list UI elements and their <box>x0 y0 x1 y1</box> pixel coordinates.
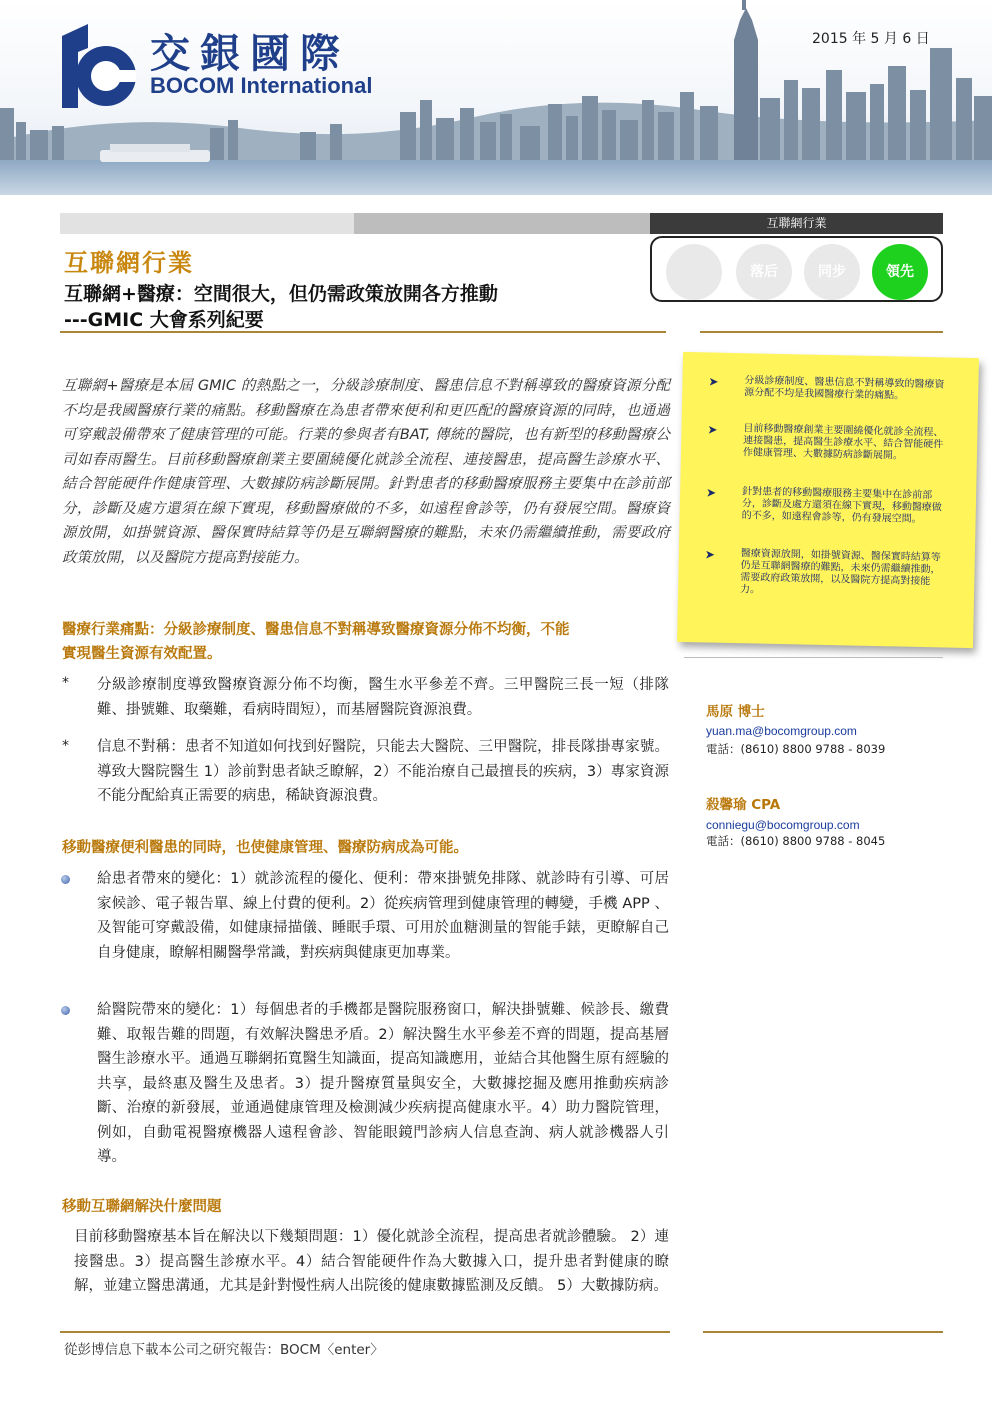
key-points-note <box>677 352 979 648</box>
list-item: 信息不對稱：患者不知道如何找到好醫院，只能去大醫院、三甲醫院，排長隊掛專家號。導致大醫院醫生 1）診前對患者缺乏瞭解，2）不能治療自己最擅長的疾病，3）專家資源不能分配給真正需要的病患，稀缺資源浪費。 <box>97 739 669 804</box>
bullet-dot-icon <box>61 1006 70 1015</box>
bullet-asterisk: * <box>62 675 69 691</box>
report-subheadline: ---GMIC 大會系列紀要 <box>64 309 264 331</box>
logo-english-name: BOCOM International <box>150 73 373 98</box>
rating-light-neutral: 同步 <box>804 244 860 300</box>
arrow-bullet-icon: ➤ <box>708 374 719 389</box>
list-item: 給醫院帶來的變化：1）每個患者的手機都是醫院服務窗口，解決掛號難、候診長、繳費難、取報告難的問題，有效解決醫患矛盾。2）解決醫生水平參差不齊的問題，提高基層醫生診療水平。通過互聯網拓寬醫生知識面，提高知識應用，並結合其他醫生原有經驗的共享，最終惠及醫生及患者。3）提升醫療質量與安全，大數據挖掘及應用推動疾病診斷、治療的新發展，並通過健康管理及檢測減少疾病提高健康水平。4）助力醫院管理，例如，自動電視醫療機器人遠程會診、智能眼鏡門診病人信息查詢、病人就診機器人引導。 <box>97 1002 669 1165</box>
key-point: 醫療資源放開，如掛號資源、醫保實時結算等仍是互聯網醫療的難點，未來仍需繼續推動，需要政府政策放開，以及醫院方提高對接能力。 <box>739 548 941 596</box>
logo-chinese-name: 交銀國際 <box>150 30 350 77</box>
arrow-bullet-icon: ➤ <box>704 547 716 562</box>
divider <box>60 331 666 333</box>
section-paragraph: 目前移動醫療基本旨在解決以下幾類問題：1）優化就診全流程，提高患者就診體驗。 2）連接醫患。3）提高醫生診療水平。4）結合智能硬件作為大數據入口，提升患者對健康的瞭解，並建立醫患溝通，尤其是針對慢性病人出院後的健康數據監測及反饋。 5）大數據防病。 <box>74 1229 669 1294</box>
rating-light-underperform: 落后 <box>736 244 792 300</box>
rating-light-outperform: 領先 <box>872 244 928 300</box>
section-heading: 移動互聯網解決什麼問題 <box>62 1199 222 1215</box>
report-headline: 互聯網+醫療：空間很大，但仍需政策放開各方推動 <box>64 283 498 305</box>
industry-title: 互聯網行業 <box>64 248 194 277</box>
analyst-name: 馬原 博士 <box>706 704 765 720</box>
footer-text: 從彭博信息下載本公司之研究報告：BOCM〈enter〉 <box>64 1342 384 1358</box>
bullet-dot-icon <box>61 875 70 884</box>
analyst-name: 殺馨瑜 CPA <box>706 797 781 813</box>
analyst-phone: 電話：(8610) 8800 9788 - 8045 <box>706 834 886 848</box>
arrow-bullet-icon: ➤ <box>705 485 717 500</box>
rating-traffic-light <box>650 236 943 302</box>
key-point: 針對患者的移動醫療服務主要集中在診前部分，診斷及處方還須在線下實現，移動醫療做的不多，如遠程會診等，仍有發展空間。 <box>741 486 942 525</box>
header-bar-segment <box>60 213 354 234</box>
divider <box>700 331 943 333</box>
footer-divider <box>703 1331 943 1333</box>
report-date: 2015 年 5 月 6 日 <box>812 31 930 47</box>
key-point: 分級診療制度、醫患信息不對稱導致的醫療資源分配不均是我國醫療行業的痛點。 <box>744 375 945 402</box>
header-bar-segment <box>354 213 650 234</box>
section-heading: 醫療行業痛點：分級診療制度、醫患信息不對稱導致醫療資源分佈不均衡，不能 <box>62 622 570 638</box>
section-heading: 移動醫療便利醫患的同時，也使健康管理、醫療防病成為可能。 <box>62 840 468 856</box>
list-item: 分級診療制度導致醫療資源分佈不均衡，醫生水平參差不齊。三甲醫院三長一短（排隊難、掛號難、取藥難，看病時間短），而基層醫院資源浪費。 <box>97 677 669 718</box>
divider <box>684 657 943 658</box>
arrow-bullet-icon: ➤ <box>707 422 718 437</box>
analyst-phone: 電話：(8610) 8800 9788 - 8039 <box>706 742 886 756</box>
footer-divider <box>60 1331 670 1333</box>
analyst-email-link[interactable]: conniegu@bocomgroup.com <box>706 818 860 832</box>
bullet-asterisk: * <box>62 738 69 754</box>
list-item: 給患者帶來的變化：1）就診流程的優化、便利：帶來掛號免排隊、就診時有引導、可居家候診、電子報告單、線上付費的便利。2）從疾病管理到健康管理的轉變，手機 APP 、及智能可穿戴設備，如健康掃描儀、睡眠手環、可用於血糖測量的智能手錶，更瞭解自己自身健康，瞭解相關醫學常識，對疾病與健康更加專業。 <box>97 871 669 961</box>
analyst-email-link[interactable]: yuan.ma@bocomgroup.com <box>706 724 857 738</box>
header-banner <box>0 0 992 195</box>
section-heading-continued: 實現醫生資源有效配置。 <box>62 646 222 662</box>
sector-tag: 互聯網行業 <box>650 213 943 234</box>
intro-paragraph: 互聯網+醫療是本屆 GMIC 的熱點之一，分級診療制度、醫患信息不對稱導致的醫療資源分配不均是我國醫療行業的痛點。移動醫療在為患者帶來便利和更匹配的醫療資源的同時，也通過可穿戴設備帶來了健康管理的可能。行業的參與者有BAT, 傳統的醫院，也有新型的移動醫療公司如春雨醫生。目前移動醫療創業主要圍繞優化就診全流程、連接醫患，提高醫生診療水平、結合智能硬件作健康管理、大數據防病診斷展開。針對患者的移動醫療服務主要集中在診前部分，診斷及處方還須在線下實現，移動醫療做的不多，如遠程會診等，仍有發展空間。醫療資源放開，如掛號資源、醫保實時結算等仍是互聯網醫療的難點，未來仍需繼續推動，需要政府政策放開，以及醫院方提高對接能力。 <box>62 378 670 566</box>
key-point: 目前移動醫療創業主要圍繞優化就診全流程、連接醫患，提高醫生診療水平、結合智能硬件作健康管理、大數據防病診斷展開。 <box>742 423 944 462</box>
rating-light-blank <box>666 244 722 300</box>
